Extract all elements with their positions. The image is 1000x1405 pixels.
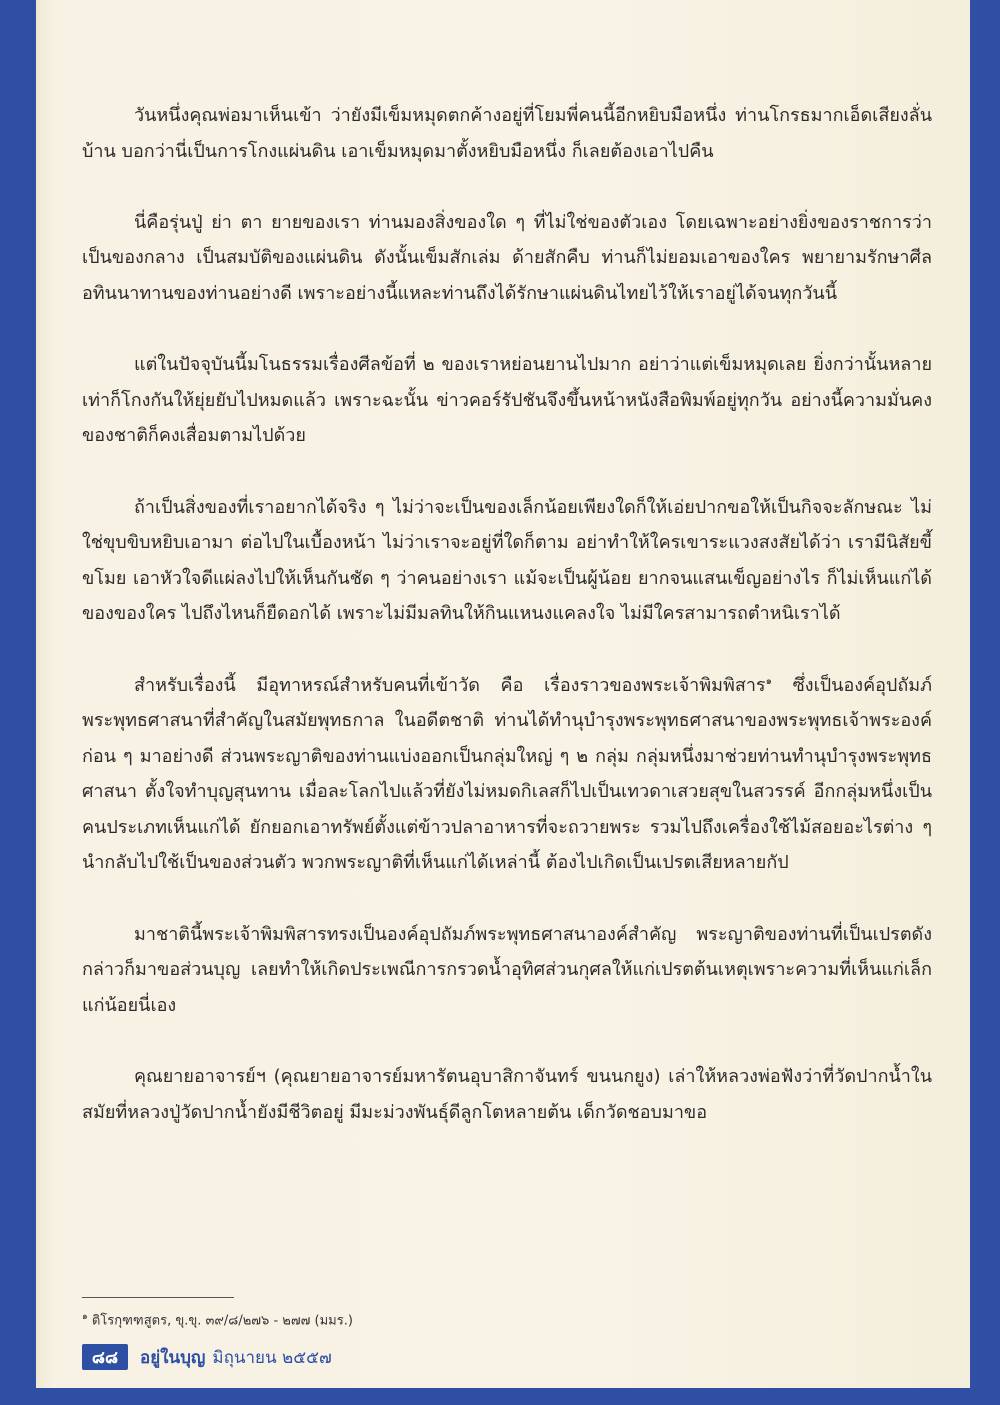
paragraph-5 xyxy=(82,668,932,882)
paragraph-7: คุณยายอาจารย์ฯ (คุณยายอาจารย์มหารัตนอุบาสิกาจันทร์ ขนนกยูง) เล่าให้หลวงพ่อฟังว่าที่วัดปากน้ำในสมัยที่หลวงปู่วัดปากน้ำยังมีชีวิตอยู่ มีมะม่วงพันธุ์ดีลูกโตหลายต้น เด็กวัดชอบมาขอ xyxy=(82,1066,932,1123)
footnote xyxy=(82,1307,353,1331)
footnote-reference: ๑ xyxy=(765,675,772,687)
paragraph-5-rest: ซึ่งเป็นองค์อุปถัมภ์พระพุทธศาสนาที่สำคัญในสมัยพุทธกาล ในอดีตชาติ ท่านได้ทำนุบำรุงพระพุทธศาสนาของพระพุทธเจ้าพระองค์ก่อน ๆ มาอย่างดี ส่วนพระญาติของท่านแบ่งออกเป็นกลุ่มใหญ่ ๆ ๒ กลุ่ม กลุ่มหนึ่งมาช่วยท่านทำนุบำรุงพระพุทธศาสนา ตั้งใจทำบุญสุนทาน เมื่อละโลกไปแล้วที่ยังไม่หมดกิเลสก็ไปเป็นเทวดาเสวยสุขในสวรรค์ อีกกลุ่มหนึ่งเป็นคนประเภทเห็นแก่ได้ ยักยอกเอาทรัพย์ตั้งแต่ข้าวปลาอาหารที่จะถวายพระ รวมไปถึงเครื่องใช้ไม้สอยอะไรต่าง ๆ นำกลับไปใช้เป็นของส่วนตัว พวกพระญาติที่เห็นแก่ได้เหล่านี้ ต้องไปเกิดเป็นเปรตเสียหลายกัป xyxy=(82,674,932,874)
paragraph-2: นี่คือรุ่นปู่ ย่า ตา ยายของเรา ท่านมองสิ่งของใด ๆ ที่ไม่ใช่ของตัวเอง โดยเฉพาะอย่างยิ่งของราชการว่าเป็นของกลาง เป็นสมบัติของแผ่นดิน ดังนั้นเข็มสักเล่ม ด้ายสักคืบ ท่านก็ไม่ยอมเอาของใคร พยายามรักษาศีลอทินนาทานของท่านอย่างดี เพราะอย่างนี้แหละท่านถึงได้รักษาแผ่นดินไทยไว้ให้เราอยู่ได้จนทุกวันนี้ xyxy=(82,211,932,304)
footnote-marker: ๑ xyxy=(82,1312,88,1322)
document-page xyxy=(36,0,970,1388)
issue-date: มิถุนายน ๒๕๕๗ xyxy=(212,1347,332,1368)
magazine-title: อยู่ในบุญ xyxy=(140,1347,206,1368)
article-body xyxy=(82,98,932,1166)
paragraph-1: วันหนึ่งคุณพ่อมาเห็นเข้า ว่ายังมีเข็มหมุดตกค้างอยู่ที่โยมพี่คนนี้อีกหยิบมือหนึ่ง ท่านโกรธมากเอ็ดเสียงลั่นบ้าน บอกว่านี่เป็นการโกงแผ่นดิน เอาเข็มหมุดมาตั้งหยิบมือหนึ่ง ก็เลยต้องเอาไปคืน xyxy=(82,105,932,162)
footnote-divider xyxy=(82,1297,234,1298)
paragraph-4: ถ้าเป็นสิ่งของที่เราอยากได้จริง ๆ ไม่ว่าจะเป็นของเล็กน้อยเพียงใดก็ให้เอ่ยปากขอให้เป็นกิจจะลักษณะ ไม่ใช่ขุบขิบหยิบเอามา ต่อไปในเบื้องหน้า ไม่ว่าเราจะอยู่ที่ใดก็ตาม อย่าทำให้ใครเขาระแวงสงสัยได้ว่า เรามีนิสัยขี้ขโมย เอาหัวใจดีแผ่ลงไปให้เห็นกันชัด ๆ ว่าคนอย่างเรา แม้จะเป็นผู้น้อย ยากจนแสนเข็ญอย่างไร ก็ไม่เห็นแก่ได้ของของใคร ไปถึงไหนก็ยืดอกได้ เพราะไม่มีมลทินให้กินแหนงแคลงใจ ไม่มีใครสามารถตำหนิเราได้ xyxy=(82,496,932,625)
paragraph-3: แต่ในปัจจุบันนี้มโนธรรมเรื่องศีลข้อที่ ๒ ของเราหย่อนยานไปมาก อย่าว่าแต่เข็มหมุดเลย ยิ่งกว่านั้นหลายเท่าก็โกงกันให้ยุ่ยยับไปหมดแล้ว เพราะฉะนั้น ข่าวคอร์รัปชันจึงขึ้นหน้าหนังสือพิมพ์อยู่ทุกวัน อย่างนี้ความมั่นคงของชาติก็คงเสื่อมตามไปด้วย xyxy=(82,354,932,447)
paragraph-5-start: สำหรับเรื่องนี้ มีอุทาหรณ์สำหรับคนที่เข้าวัด คือ เรื่องราวของพระเจ้าพิมพิสาร xyxy=(134,674,766,696)
page-number: ๘๘ xyxy=(82,1344,128,1370)
footnote-text: ติโรกุฑฑสูตร, ขุ.ขุ. ๓๙/๘/๒๗๖ - ๒๗๗ (มมร.) xyxy=(91,1313,353,1329)
paragraph-6: มาชาตินี้พระเจ้าพิมพิสารทรงเป็นองค์อุปถัมภ์พระพุทธศาสนาองค์สำคัญ พระญาติของท่านที่เป็นเปรตดังกล่าวก็มาขอส่วนบุญ เลยทำให้เกิดประเพณีการกรวดน้ำอุทิศส่วนกุศลให้แก่เปรตต้นเหตุเพราะความที่เห็นแก่เล็กแก่น้อยนี่เอง xyxy=(82,923,932,1016)
page-footer xyxy=(82,1342,332,1372)
